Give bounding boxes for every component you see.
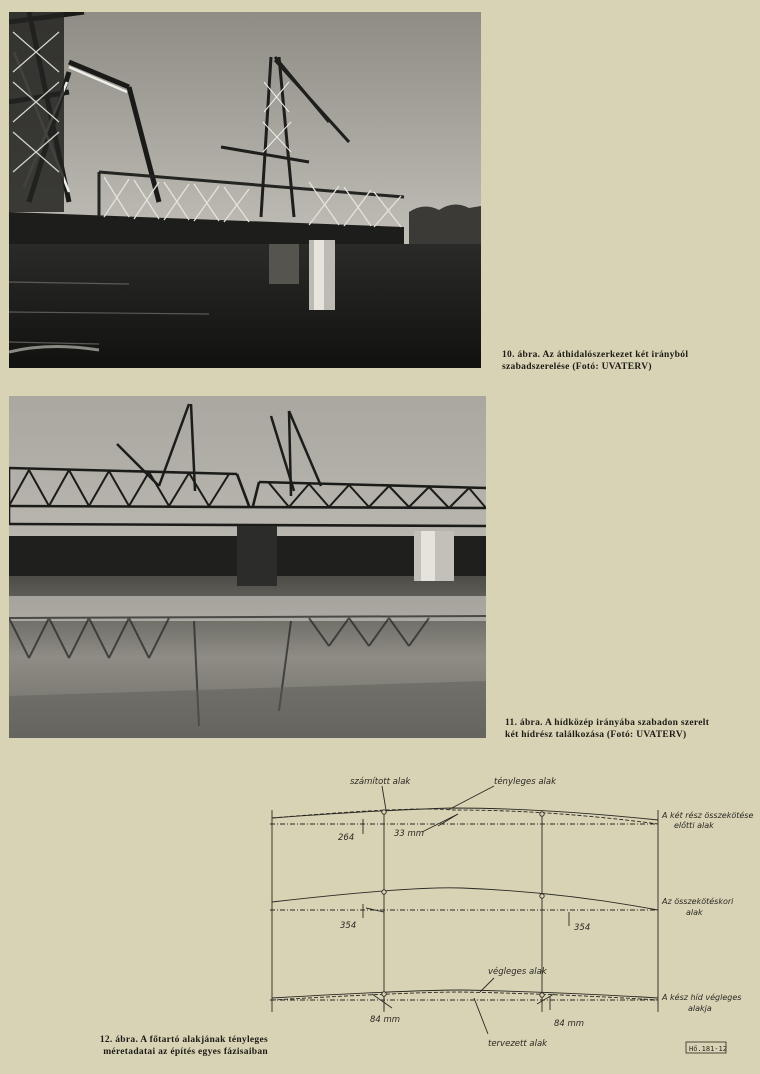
row3-planned-curve: [272, 992, 658, 1000]
node-r1-left: [382, 810, 386, 814]
label-tenyleges: tényleges alak: [494, 777, 557, 787]
label-row2-line1: Az összekötéskori: [662, 897, 734, 906]
node-r1-right: [540, 812, 544, 816]
row1-actual-curve: [272, 809, 658, 824]
label-row1-line2: előtti alak: [674, 821, 714, 830]
dim-264: 264: [338, 833, 355, 843]
label-vegleges: végleges alak: [488, 967, 547, 977]
node-r3-right: [540, 993, 544, 997]
dim-354-right: 354: [574, 923, 591, 933]
label-szamitott: számított alak: [350, 777, 411, 787]
label-tervezett: tervezett alak: [488, 1039, 548, 1049]
leader-tervezett: [474, 998, 488, 1034]
label-row1-line1: A két rész összekötése: [662, 811, 754, 820]
figure-12-caption: 12. ábra. A főtartó alakjának tényleges méretadatai az építés egyes fázisaiban: [99, 1035, 268, 1057]
leader-tenyleges: [448, 786, 494, 810]
stamp-label: Hő.181-12: [689, 1045, 727, 1053]
dim-84mm-left: 84 mm: [370, 1015, 401, 1025]
dim-354-left: 354: [340, 921, 357, 931]
dim-84mm-right: 84 mm: [554, 1019, 585, 1029]
node-r3-left: [382, 992, 386, 996]
node-r2-left: [382, 890, 386, 894]
dim-33mm: 33 mm: [394, 829, 425, 839]
photo-bridge-halves-meeting: [9, 396, 486, 738]
figure-10-caption: 10. ábra. Az áthidalószerkezet két irányból szabadszerelése (Fotó: UVATERV): [502, 350, 689, 372]
label-row2-line2: alak: [686, 908, 703, 917]
leader-vegleges: [480, 978, 494, 992]
row2-curve: [272, 888, 658, 910]
figure-11-caption: 11. ábra. A hídközép irányába szabadon szerelt két hídrész találkozása (Fotó: UVATERV): [505, 718, 710, 740]
figure-12-diagram: [262, 772, 754, 1062]
label-row3-line2: alakja: [688, 1004, 712, 1013]
node-r2-right: [540, 894, 544, 898]
label-row3-line1: A kész híd végleges: [662, 993, 742, 1002]
leader-szamitott: [382, 786, 386, 810]
photo-bridge-assembly: [9, 12, 481, 368]
